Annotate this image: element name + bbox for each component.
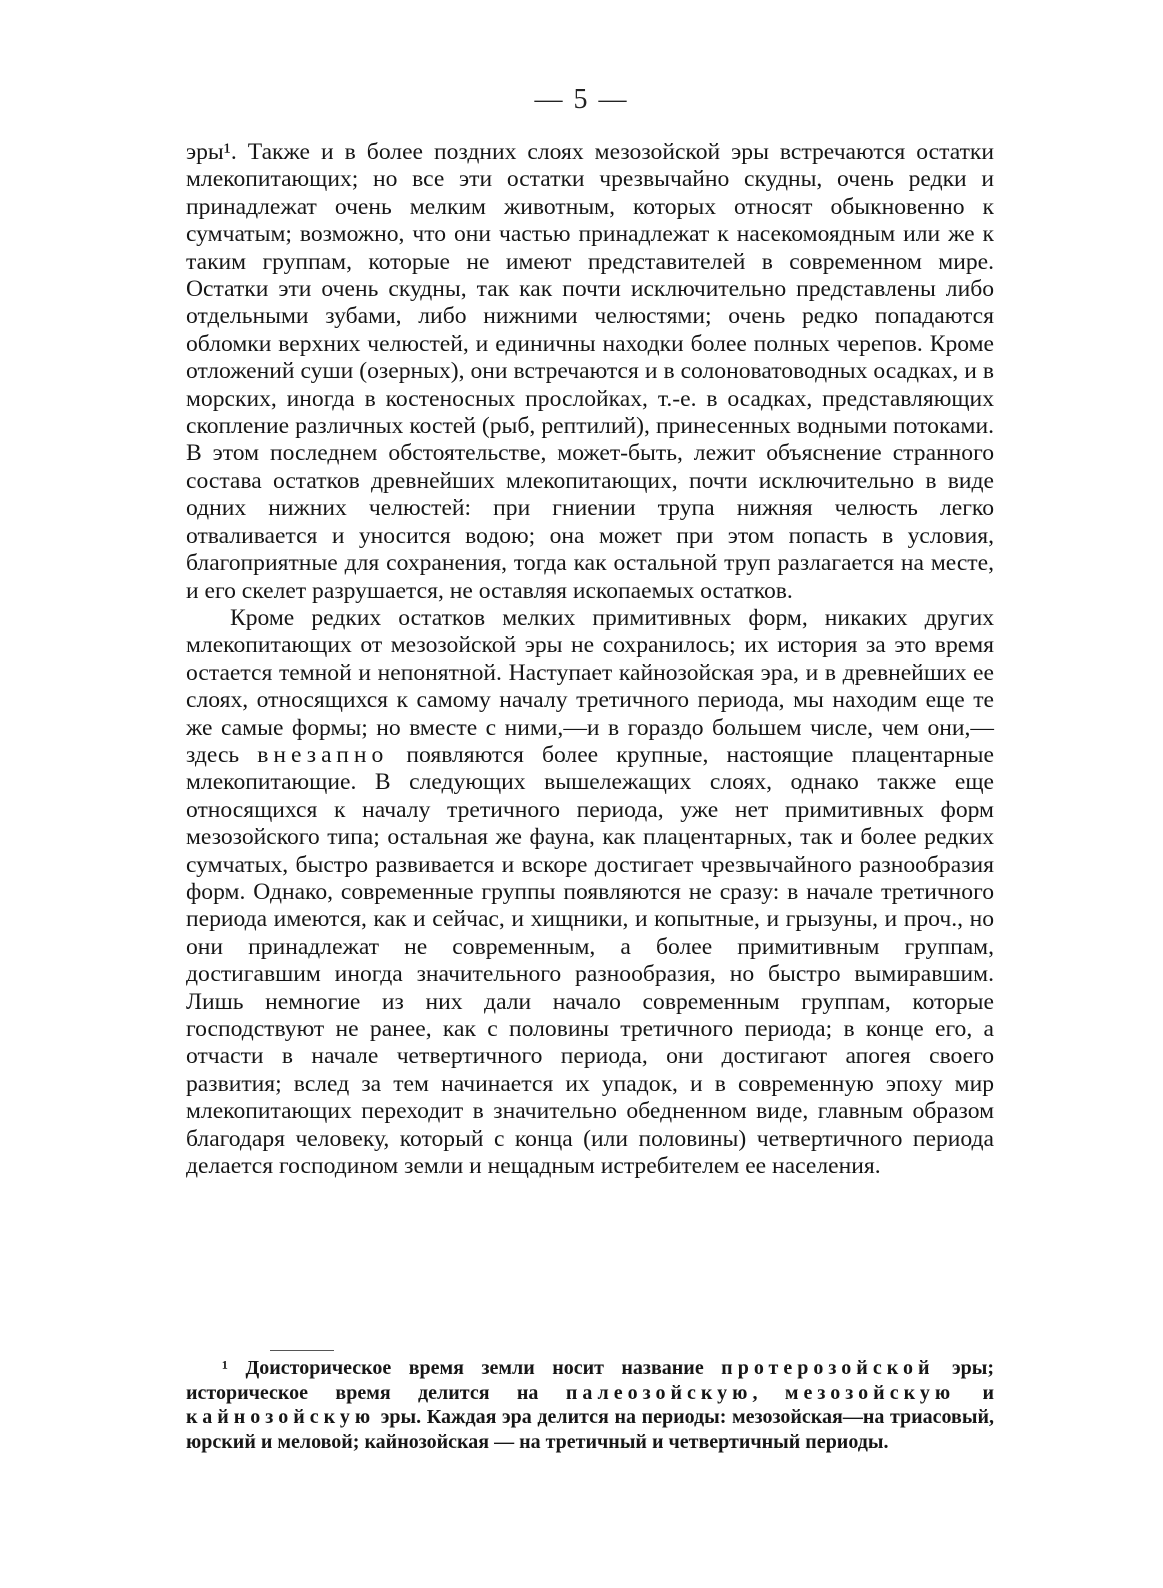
footnote-section	[186, 1356, 994, 1454]
footnote-text-4: и	[955, 1381, 995, 1404]
paragraph-2-text-start: Кроме редких остатков мелких примитивных форм, никаких других млекопитающих от мезозойской эры не сохранилось; их история за это время остается темной и непонятной. Наступает кайнозойская эра, и в древнейших ее слоях, относящихся к самому началу третичного периода, мы находим еще те же самые формы; но вместе с ними,—и в гораздо большем числе, чем они,—здесь	[186, 604, 994, 768]
term-proterozoic: протерозойской	[721, 1357, 935, 1379]
footnote-text-1: Доисторическое время земли носит название	[228, 1357, 722, 1379]
footnote-1	[186, 1356, 994, 1454]
footnote-text-2: эры; историческое время делится на	[186, 1357, 994, 1404]
paragraph-2	[186, 605, 994, 1181]
footnote-divider	[270, 1350, 334, 1351]
page-number: — 5 —	[534, 84, 629, 115]
term-cenozoic: кайнозойскую	[186, 1406, 376, 1428]
footnote-text-5: эры. Каждая эра делится на периоды: мезозойская—на триасовый, юрский и меловой; кайнозойская — на третичный и четвертичный периоды.	[186, 1406, 994, 1453]
footnote-marker: ¹	[222, 1357, 228, 1379]
term-paleozoic: палеозойскую	[565, 1381, 753, 1404]
main-text	[186, 139, 994, 1180]
footnote-text-3: ,	[752, 1381, 785, 1404]
term-mesozoic: мезозойскую	[784, 1381, 956, 1404]
emphasis-suddenly: внезапно	[257, 741, 389, 768]
paragraph-1: эры¹. Также и в более поздних слоях мезозойской эры встречаются остатки млекопитающих; но все эти остатки чрезвычайно скудны, очень редки и принадлежат очень мелким животным, которых относят обыкновенно к сумчатым; возможно, что они частью принадлежат к насекомоядным или же к таким группам, которые не имеют представителей в современном мире. Остатки эти очень скудны, так как почти исключительно представлены либо отдельными зубами, либо нижними челюстями; очень редко попадаются обломки верхних челюстей, и единичны находки более полных черепов. Кроме отложений суши (озерных), они встречаются и в солоноватоводных осадках, и в морских, иногда в костеносных прослойках, т.-е. в осадках, представляющих скопление различных костей (рыб, рептилий), принесенных водными потоками. В этом последнем обстоятельстве, может-быть, лежит объяснение странного состава остатков древнейших млекопитающих, почти исключительно в виде одних нижних челюстей: при гниении трупа нижняя челюсть легко отваливается и уносится водою; она может при этом попасть в условия, благоприятные для сохранения, тогда как остальной труп разлагается на месте, и его скелет разрушается, не оставляя ископаемых остатков.	[186, 139, 994, 604]
paragraph-2-text-end: появляются более крупные, настоящие плацентарные млекопитающие. В следующих вышележащих слоях, однако также еще относящихся к началу третичного периода, уже нет примитивных форм мезозойского типа; остальная же фауна, как плацентарных, так и более редких сумчатых, быстро развивается и вскоре достигает чрезвычайного разнообразия форм. Однако, современные группы появляются не сразу: в начале третичного периода имеются, как и сейчас, и хищники, и копытные, и грызуны, и проч., но они принадлежат не современным, а более примитивным группам, достигавшим иногда значительного разнообразия, но быстро вымиравшим. Лишь немногие из них дали начало современным группам, которые господствуют не ранее, как с половины третичного периода; в конце его, а отчасти в начале четвертичного периода, они достигают апогея своего развития; вслед за тем начинается их упадок, и в современную эпоху мир млекопитающих переходит в значительно обедненном виде, главным образом благодаря человеку, который с конца (или половины) четвертичного периода делается господином земли и нещадным истребителем ее населения.	[186, 741, 994, 1180]
